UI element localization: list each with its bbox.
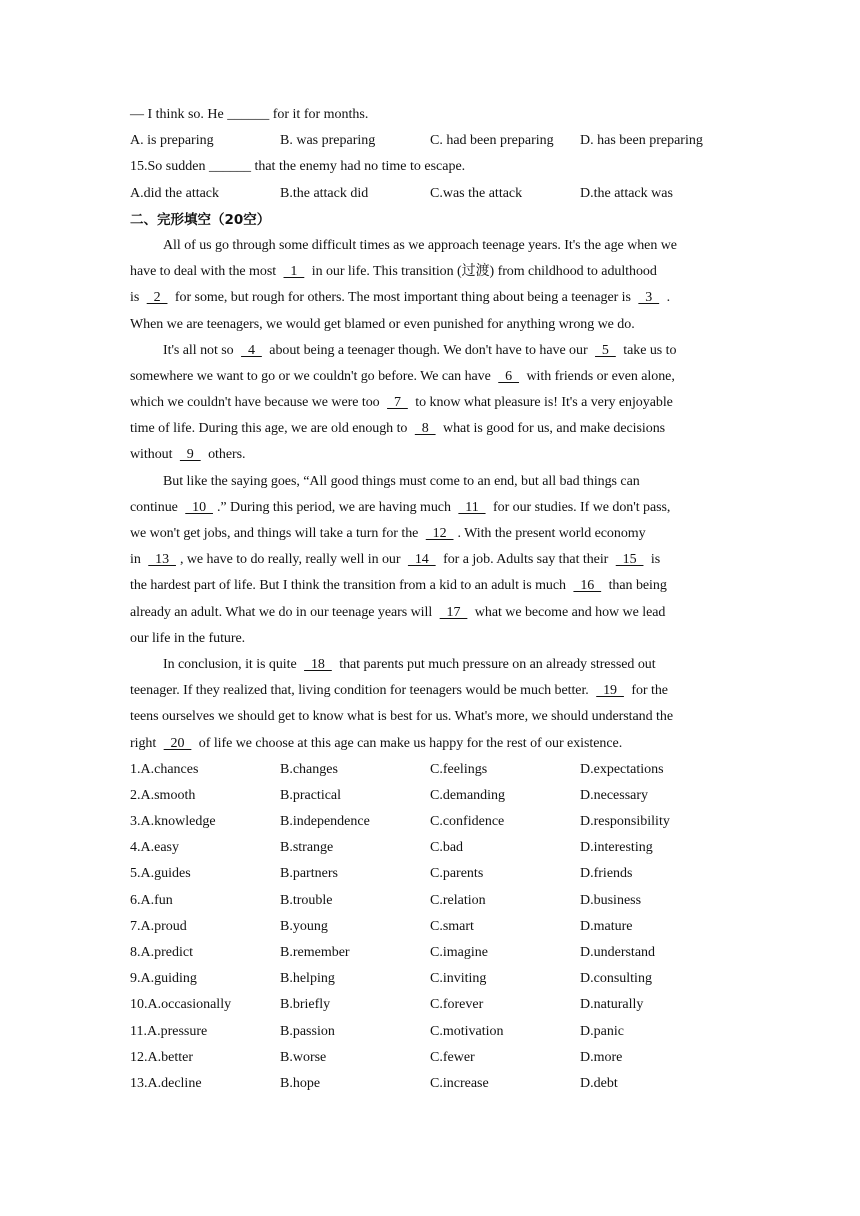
passage-line: somewhere we want to go or we couldn't go before. We can have 6 with friends or even alone, — [130, 368, 675, 384]
cloze-option: B.young — [280, 918, 328, 934]
cloze-option: 2.A.smooth — [130, 787, 196, 803]
cloze-option: B.briefly — [280, 997, 331, 1013]
blank-4: 4 — [241, 342, 262, 358]
cloze-passage — [130, 233, 730, 757]
cloze-option: D.necessary — [580, 787, 649, 803]
passage-line: we won't get jobs, and things will take a turn for the 12 . With the present world economy — [130, 526, 646, 541]
blank-6: 6 — [498, 368, 520, 384]
cloze-option: D.interesting — [580, 840, 653, 856]
passage-line: right 20 of life we choose at this age can make us happy for the rest of our existence. — [130, 735, 623, 751]
passage-line: is 2 for some, but rough for others. The most important thing about being a teenager is 3 . — [130, 290, 671, 306]
cloze-option: C.confidence — [430, 814, 505, 830]
passage-line: But like the saying goes, “All good things must come to an end, but all bad things can — [163, 473, 640, 489]
q15-options — [130, 181, 730, 207]
blank-1: 1 — [283, 264, 305, 280]
passage-line: already an adult. What we do in our teenage years will 17 what we become and how we lead — [130, 604, 666, 620]
cloze-option: C.relation — [430, 892, 486, 908]
blank-7: 7 — [387, 395, 408, 411]
cloze-option: C.feelings — [430, 761, 488, 777]
q15-option-d: D.the attack was — [580, 185, 673, 201]
passage-line: It's all not so 4 about being a teenager though. We don't have to have our 5 take us to — [163, 342, 677, 358]
cloze-option: D.naturally — [580, 997, 644, 1013]
passage-line: which we couldn't have because we were too 7 to know what pleasure is! It's a very enjoyable — [130, 395, 673, 411]
blank-14: 14 — [407, 552, 436, 568]
cloze-option: C.bad — [430, 840, 464, 856]
cloze-option-row — [130, 966, 730, 992]
passage-line: the hardest part of life. But I think the transition from a kid to an adult is much 16 than being — [130, 578, 667, 594]
cloze-option-row — [130, 940, 730, 966]
section-heading: 二、完形填空（20空） — [130, 211, 271, 228]
cloze-option: 6.A.fun — [130, 892, 173, 908]
blank-9: 9 — [179, 447, 201, 463]
passage-line: have to deal with the most 1 in our life. This transition (过渡) from childhood to adulthood — [130, 264, 657, 280]
cloze-option-row — [130, 1071, 730, 1097]
blank-2: 2 — [146, 290, 168, 306]
q14-options — [130, 128, 730, 154]
blank-5: 5 — [595, 342, 616, 358]
passage-line: our life in the future. — [130, 630, 246, 646]
blank-17: 17 — [439, 604, 468, 620]
cloze-option: C.fewer — [430, 1049, 475, 1065]
q15-option-a: A.did the attack — [130, 185, 220, 201]
blank-12: 12 — [425, 526, 454, 541]
cloze-option: D.debt — [580, 1075, 618, 1091]
passage-line: continue 10 .” During this period, we are having much 11 for our studies. If we don't pass, — [130, 499, 671, 515]
blank-11: 11 — [458, 499, 486, 515]
passage-line: All of us go through some difficult times as we approach teenage years. It's the age when we — [163, 237, 677, 253]
passage-line: time of life. During this age, we are old enough to 8 what is good for us, and make decisions — [130, 421, 666, 437]
cloze-option: C.forever — [430, 997, 484, 1013]
cloze-option: 11.A.pressure — [130, 1023, 208, 1039]
cloze-option: D.more — [580, 1049, 623, 1065]
cloze-option: B.practical — [280, 787, 342, 803]
cloze-option: B.strange — [280, 840, 334, 856]
cloze-option: B.changes — [280, 761, 338, 777]
cloze-option: C.motivation — [430, 1023, 504, 1039]
cloze-option: D.friends — [580, 866, 633, 882]
passage-line: teenager. If they realized that, living condition for teenagers would be much better. 19 for the — [130, 683, 668, 699]
cloze-option: 5.A.guides — [130, 866, 191, 882]
blank-13: 13 — [148, 552, 176, 568]
cloze-option: C.demanding — [430, 787, 506, 803]
blank-8: 8 — [414, 421, 436, 437]
cloze-option-row — [130, 992, 730, 1018]
cloze-option: B.passion — [280, 1023, 335, 1039]
cloze-option: C.imagine — [430, 945, 488, 960]
cloze-option: 8.A.predict — [130, 945, 193, 960]
cloze-option: 12.A.better — [130, 1049, 193, 1065]
cloze-option: B.trouble — [280, 892, 333, 908]
blank-15: 15 — [615, 552, 644, 568]
cloze-option: D.business — [580, 892, 642, 908]
cloze-option: 1.A.chances — [130, 761, 199, 777]
q14-answer-line: — I think so. He ______ for it for months. — [130, 107, 369, 122]
cloze-option: D.mature — [580, 918, 633, 934]
q15-option-b: B.the attack did — [280, 185, 369, 201]
blank-3: 3 — [638, 290, 660, 306]
q15-option-c: C.was the attack — [430, 185, 523, 201]
cloze-option-row — [130, 914, 730, 940]
q14-option-b: B. was preparing — [280, 133, 376, 149]
cloze-option: B.hope — [280, 1075, 321, 1091]
blank-20: 20 — [163, 735, 192, 751]
cloze-option-row — [130, 757, 730, 783]
page-content — [130, 102, 730, 1097]
cloze-option: D.understand — [580, 945, 656, 960]
cloze-option-row — [130, 809, 730, 835]
passage-line: without 9 others. — [130, 447, 246, 463]
cloze-option: B.remember — [280, 945, 350, 960]
cloze-option-row — [130, 783, 730, 809]
cloze-option: 7.A.proud — [130, 918, 187, 934]
cloze-option: 10.A.occasionally — [130, 997, 232, 1013]
cloze-option: D.panic — [580, 1023, 624, 1039]
cloze-option: 4.A.easy — [130, 840, 179, 856]
cloze-option: C.smart — [430, 918, 474, 934]
cloze-option-row — [130, 1019, 730, 1045]
q14-option-c: C. had been preparing — [430, 133, 554, 149]
cloze-options-list — [130, 757, 730, 1097]
cloze-option: 9.A.guiding — [130, 971, 197, 987]
blank-16: 16 — [573, 578, 602, 594]
q15-stem: 15.So sudden ______ that the enemy had no time to escape. — [130, 159, 466, 175]
cloze-option-row — [130, 835, 730, 861]
cloze-option: B.helping — [280, 971, 335, 987]
passage-line: In conclusion, it is quite 18 that parents put much pressure on an already stressed out — [163, 656, 656, 672]
cloze-option: B.partners — [280, 866, 338, 882]
blank-18: 18 — [304, 656, 332, 672]
blank-10: 10 — [185, 499, 213, 515]
cloze-option: C.increase — [430, 1075, 489, 1091]
cloze-option: 13.A.decline — [130, 1075, 202, 1091]
blank-19: 19 — [596, 683, 624, 699]
passage-line: When we are teenagers, we would get blamed or even punished for anything wrong we do. — [130, 316, 635, 332]
cloze-option: D.expectations — [580, 761, 664, 777]
cloze-option: C.inviting — [430, 971, 487, 987]
cloze-option: D.responsibility — [580, 814, 670, 830]
cloze-option: D.consulting — [580, 971, 652, 987]
cloze-option: B.worse — [280, 1049, 327, 1065]
passage-line: in 13 , we have to do really, really well in our 14 for a job. Adults say that their 15 is — [130, 552, 661, 568]
cloze-option: 3.A.knowledge — [130, 814, 216, 830]
cloze-option-row — [130, 888, 730, 914]
passage-line: teens ourselves we should get to know what is best for us. What's more, we should understand the — [130, 709, 673, 725]
q14-option-a: A. is preparing — [130, 133, 214, 149]
cloze-option-row — [130, 861, 730, 887]
q14-option-d: D. has been preparing — [580, 133, 703, 149]
cloze-option: C.parents — [430, 866, 484, 882]
cloze-option: B.independence — [280, 814, 370, 830]
cloze-option-row — [130, 1045, 730, 1071]
